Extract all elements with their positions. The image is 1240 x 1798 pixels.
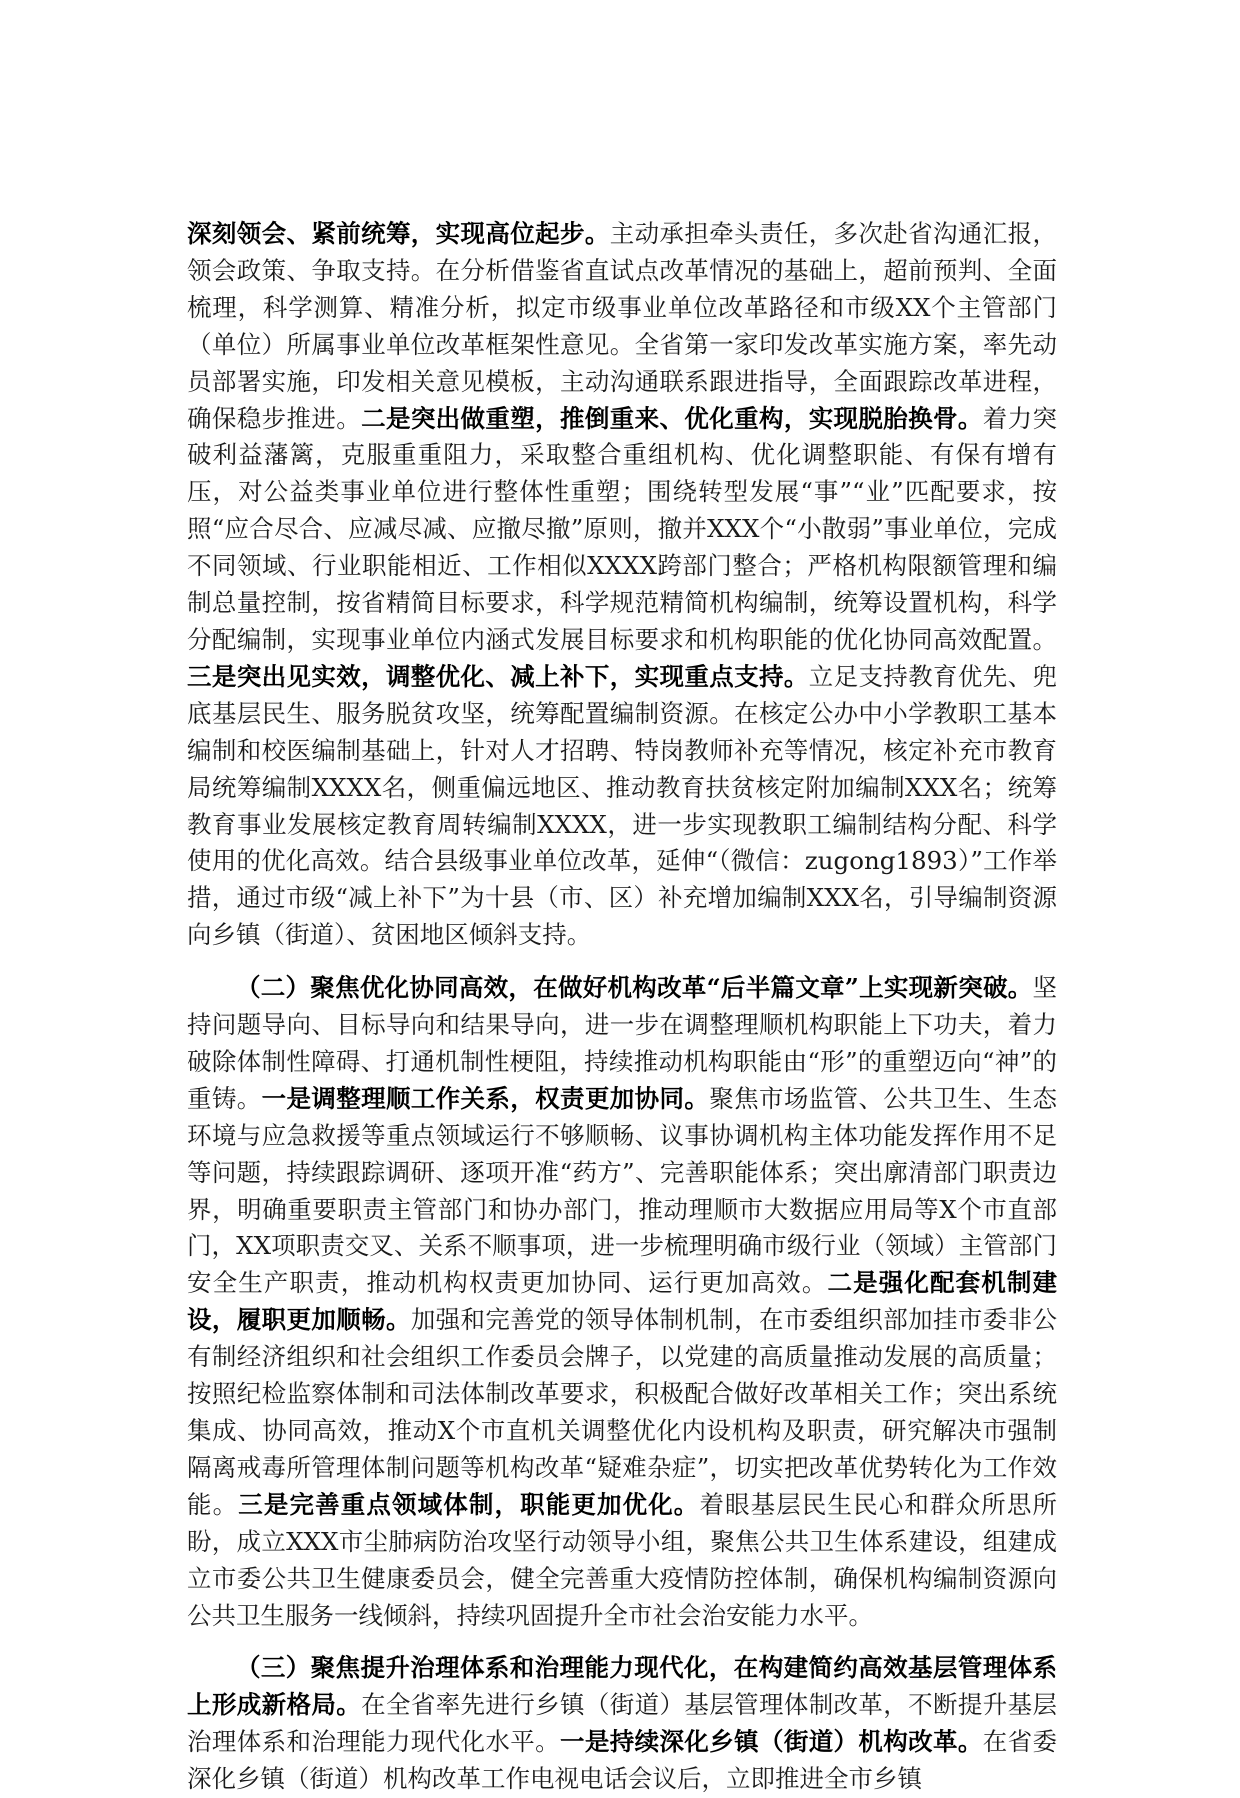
paragraph <box>187 1650 1057 1798</box>
body-text: 着力突破利益藩篱，克服重重阻力，采取整合重组机构、优化调整职能、有保有增有压，对公益类事业单位进行整体性重塑；围绕转型发展“事”“业”匹配要求，按照“应合尽合、应减尽减、应撤尽撤”原则，撤并XXX个“小散弱”事业单位，完成不同领域、行业职能相近、工作相似XXXX跨部门整合；严格机构限额管理和编制总量控制，按省精简目标要求，科学规范精简机构编制，统筹设置机构，科学分配编制，实现事业单位内涵式发展目标要求和机构职能的优化协同高效配置。 <box>187 403 1058 654</box>
bold-heading-text: （二）聚焦优化协同高效，在做好机构改革“后半篇文章”上实现新突破。 <box>236 973 1033 1003</box>
bold-heading-text: 二是突出做重塑，推倒重来、优化重构，实现脱胎换骨。 <box>361 403 983 433</box>
body-text: 坚持问题导向、目标导向和结果导向，进一步在调整理顺机构职能上下功夫，着力破除体制性障碍、打通机制性梗阻，持续推动机构职能由“形”的重塑迈向“神”的重铸。 <box>187 973 1057 1113</box>
body-text: 加强和完善党的领导体制机制，在市委组织部加挂市委非公有制经济组织和社会组织工作委员会牌子，以党建的高质量推动发展的高质量；按照纪检监察体制和司法体制改革要求，积极配合做好改革相关工作；突出系统集成、协同高效，推动X个市直机关调整优化内设机构及职责，研究解决市强制隔离戒毒所管理体制问题等机构改革“疑难杂症”，切实把改革优势转化为工作效能。 <box>187 1305 1058 1519</box>
bold-heading-text: 一是调整理顺工作关系，权责更加协同。 <box>261 1083 710 1113</box>
body-text: 着眼基层民生民心和群众所思所盼，成立XXX市尘肺病防治攻坚行动领导小组，聚焦公共卫生体系建设，组建成立市委公共卫生健康委员会，健全完善重大疫情防控体制，确保机构编制资源向公共卫生服务一线倾斜，持续巩固提升全市社会治安能力水平。 <box>187 1489 1058 1630</box>
bold-heading-text: 一是持续深化乡镇（街道）机构改革。 <box>560 1727 983 1757</box>
document-body <box>187 216 1057 1798</box>
body-text: 主动承担牵头责任，多次赴省沟通汇报，领会政策、争取支持。在分析借鉴省直试点改革情况的基础上，超前预判、全面梳理，科学测算、精准分析，拟定市级事业单位改革路径和市级XX个主管部门（单位）所属事业单位改革框架性意见。全省第一家印发改革实施方案，率先动员部署实施，印发相关意见模板，主动沟通联系跟进指导，全面跟踪改革进程，确保稳步推进。 <box>187 219 1057 433</box>
body-text: 在全省率先进行乡镇（街道）基层管理体制改革，不断提升基层治理体系和治理能力现代化水平。 <box>187 1690 1058 1757</box>
bold-heading-text: 二是强化配套机制建设，履职更加顺畅。 <box>187 1268 1058 1335</box>
body-text: 在省委深化乡镇（街道）机构改革工作电视电话会议后，立即推进全市乡镇 <box>187 1727 1058 1794</box>
bold-heading-text: 深刻领会、紧前统筹，实现高位起步。 <box>187 219 610 248</box>
bold-heading-text: 三是突出见实效，调整优化、减上补下，实现重点支持。 <box>187 661 809 691</box>
body-text: 立足支持教育优先、兜底基层民生、服务脱贫攻坚，统筹配置编制资源。在核定公办中小学教职工基本编制和校医编制基础上，针对人才招聘、特岗教师补充等情况，核定补充市教育局统筹编制XXXX名，侧重偏远地区、推动教育扶贫核定附加编制XXX名；统筹教育事业发展核定教育周转编制XXXX，进一步实现教职工编制结构分配、科学使用的优化高效。结合县级事业单位改革，延伸“（微信：zugong1893）”工作举措，通过市级“减上补下”为十县（市、区）补充增加编制XXX名，引导编制资源向乡镇（街道）、贫困地区倾斜支持。 <box>187 661 1058 950</box>
paragraph <box>187 216 1057 954</box>
paragraph <box>187 970 1057 1634</box>
body-text: 聚焦市场监管、公共卫生、生态环境与应急救援等重点领域运行不够顺畅、议事协调机构主体功能发挥作用不足等问题，持续跟踪调研、逐项开准“药方”、完善职能体系；突出廓清部门职责边界，明确重要职责主管部门和协办部门，推动理顺市大数据应用局等X个市直部门，XX项职责交叉、关系不顺事项，进一步梳理明确市级行业（领域）主管部门安全生产职责，推动机构权责更加协同、运行更加高效。 <box>187 1083 1058 1298</box>
bold-heading-text: 三是完善重点领域体制，职能更加优化。 <box>238 1489 700 1519</box>
bold-heading-text: （三）聚焦提升治理体系和治理能力现代化，在构建简约高效基层管理体系上形成新格局。 <box>187 1653 1057 1720</box>
